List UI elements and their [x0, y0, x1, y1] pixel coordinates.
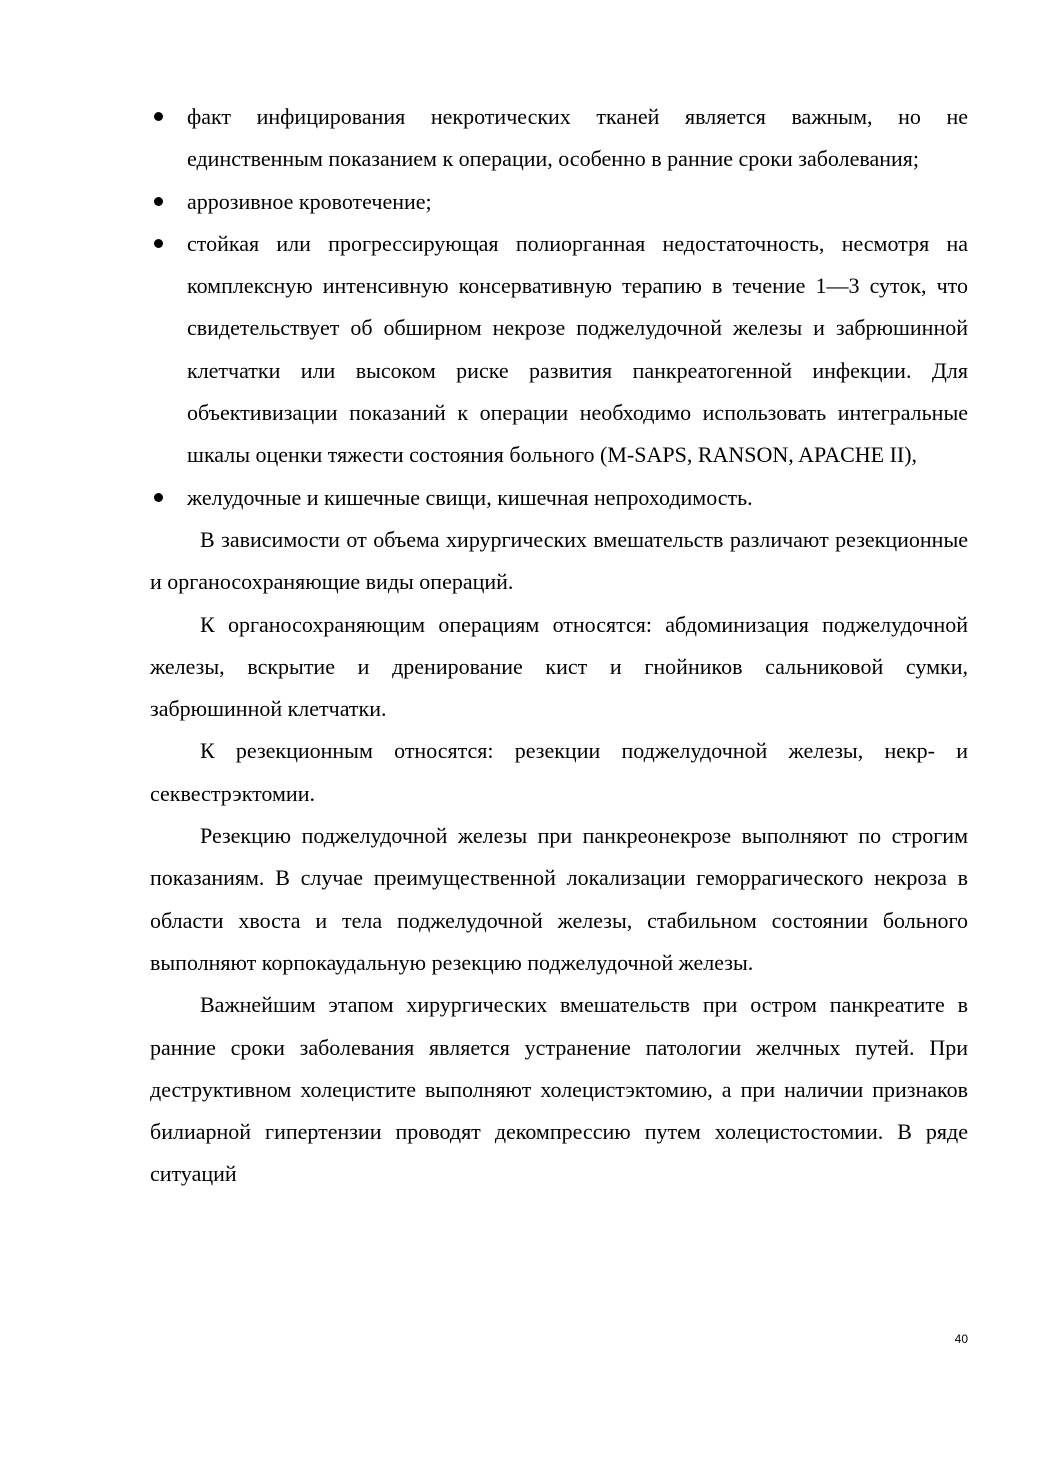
list-item-text: аррозивное кровотечение;	[187, 188, 432, 214]
page-body	[150, 96, 968, 1196]
list-item	[150, 96, 968, 181]
list-item	[150, 223, 968, 477]
bullet-icon	[154, 493, 163, 502]
bullet-icon	[154, 197, 163, 206]
bullet-icon	[154, 112, 163, 121]
indications-list	[150, 96, 968, 519]
paragraph: В зависимости от объема хирургических вмешательств различают резекционные и органосохраняющие виды операций.	[150, 526, 968, 595]
list-item	[150, 181, 968, 223]
paragraph: К органосохраняющим операциям относятся: абдоминизация поджелудочной железы, вскрытие и дренирование кист и гнойников сальниковой сумки, забрюшинной клетчатки.	[150, 611, 968, 722]
list-item-text: стойкая или прогрессирующая полиорганная недостаточность, несмотря на комплексную интенсивную консервативную терапию в течение 1—3 суток, что свидетельствует об обширном некрозе поджелудочной железы и забрюшинной клетчатки или высоком риске развития панкреатогенной инфекции. Для объективизации показаний к операции необходимо использовать интегральные шкалы оценки тяжести состояния больного (M-SAPS, RANSON, APACHE II),	[187, 230, 968, 468]
bullet-icon	[154, 239, 163, 248]
list-item-text: желудочные и кишечные свищи, кишечная непроходимость.	[187, 484, 753, 510]
page-number: 40	[954, 1332, 968, 1346]
paragraph: К резекционным относятся: резекции поджелудочной железы, некр- и секвестрэктомии.	[150, 738, 968, 806]
list-item-text: факт инфицирования некротических тканей является важным, но не единственным показанием к операции, особенно в ранние сроки заболевания;	[187, 104, 968, 172]
list-item	[150, 477, 968, 519]
paragraph: Важнейшим этапом хирургических вмешательств при остром панкреатите в ранние сроки заболевания является устранение патологии желчных путей. При деструктивном холецистите выполняют холецистэктомию, а при наличии признаков билиарной гипертензии проводят декомпрессию путем холецистостомии. В ряде ситуаций	[150, 992, 968, 1187]
paragraph: Резекцию поджелудочной железы при панкреонекрозе выполняют по строгим показаниям. В случае преимущественной локализации геморрагического некроза в области хвоста и тела поджелудочной железы, стабильном состоянии больного выполняют корпокаудальную резекцию поджелудочной железы.	[150, 823, 968, 975]
